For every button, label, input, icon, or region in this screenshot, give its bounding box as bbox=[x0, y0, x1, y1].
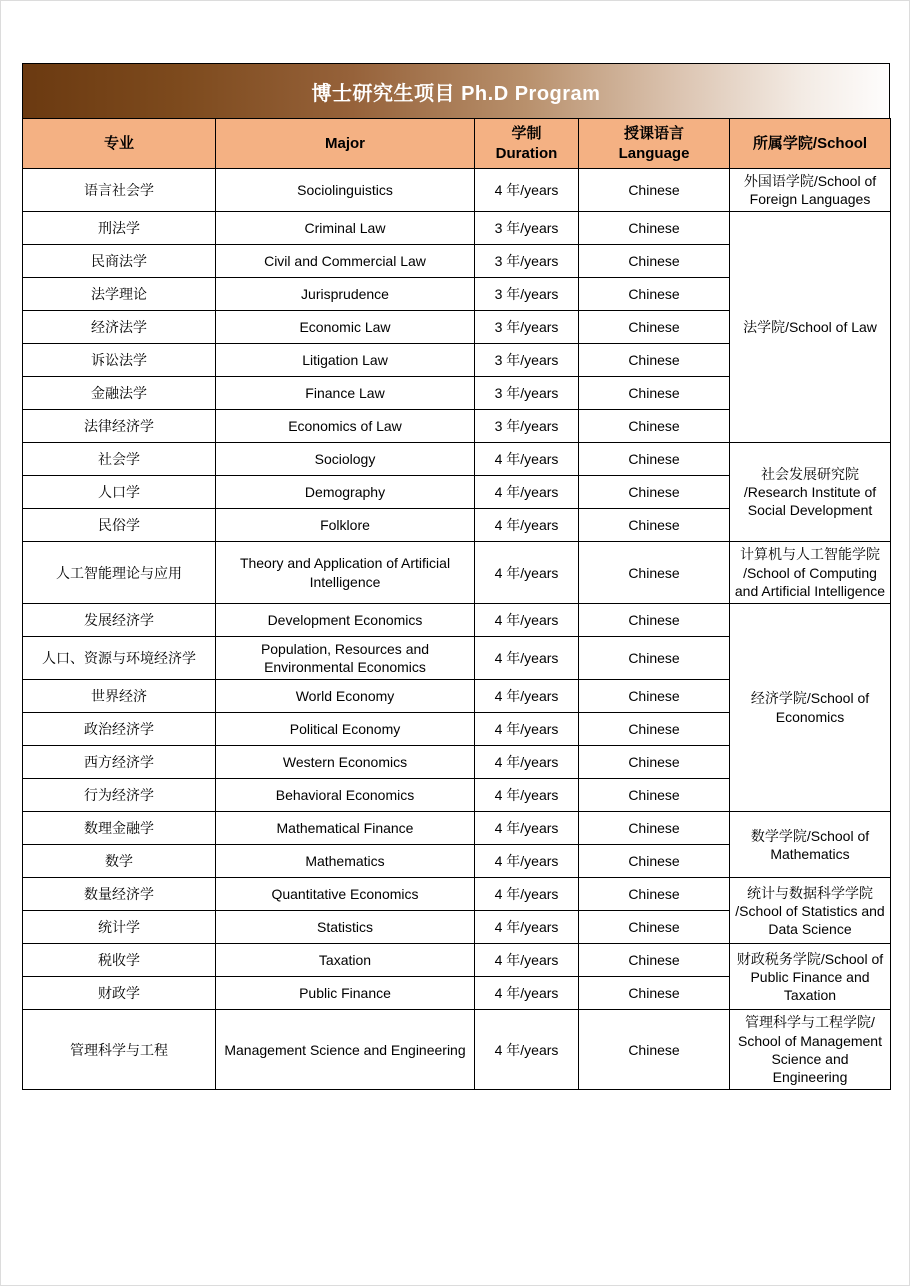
duration-cell: 4 年/years bbox=[475, 476, 579, 509]
language-cell: Chinese bbox=[579, 878, 730, 911]
major-en-cell: Behavioral Economics bbox=[216, 779, 475, 812]
major-zh-cell: 统计学 bbox=[23, 911, 216, 944]
major-zh-cell: 语言社会学 bbox=[23, 169, 216, 212]
major-zh-cell: 金融法学 bbox=[23, 377, 216, 410]
header-label: 所属学院/School bbox=[752, 134, 868, 152]
duration-cell: 3 年/years bbox=[475, 377, 579, 410]
school-cell: 计算机与人工智能学院 /School of Computing and Artificial Intelligence bbox=[730, 542, 891, 604]
duration-cell: 4 年/years bbox=[475, 443, 579, 476]
language-cell: Chinese bbox=[579, 542, 730, 604]
school-cell: 法学院/School of Law bbox=[730, 212, 891, 443]
language-cell: Chinese bbox=[579, 476, 730, 509]
major-en-cell: Taxation bbox=[216, 944, 475, 977]
language-cell: Chinese bbox=[579, 713, 730, 746]
major-en-cell: Finance Law bbox=[216, 377, 475, 410]
language-cell: Chinese bbox=[579, 680, 730, 713]
major-en-cell: Litigation Law bbox=[216, 344, 475, 377]
school-cell: 统计与数据科学学院 /School of Statistics and Data Science bbox=[730, 878, 891, 944]
major-en-cell: Western Economics bbox=[216, 746, 475, 779]
duration-cell: 3 年/years bbox=[475, 410, 579, 443]
duration-cell: 3 年/years bbox=[475, 212, 579, 245]
language-cell: Chinese bbox=[579, 410, 730, 443]
major-en-cell: Management Science and Engineering bbox=[216, 1010, 475, 1090]
duration-cell: 4 年/years bbox=[475, 878, 579, 911]
language-cell: Chinese bbox=[579, 509, 730, 542]
duration-cell: 3 年/years bbox=[475, 278, 579, 311]
table-row bbox=[23, 1010, 891, 1090]
school-cell: 经济学院/School of Economics bbox=[730, 603, 891, 811]
language-cell: Chinese bbox=[579, 1010, 730, 1090]
header-label: 授课语言 bbox=[623, 125, 684, 142]
major-zh-cell: 法律经济学 bbox=[23, 410, 216, 443]
language-cell: Chinese bbox=[579, 977, 730, 1010]
duration-cell: 3 年/years bbox=[475, 245, 579, 278]
major-zh-cell: 财政学 bbox=[23, 977, 216, 1010]
header-label-line2: Language bbox=[618, 144, 690, 162]
language-cell: Chinese bbox=[579, 636, 730, 679]
major-zh-cell: 民商法学 bbox=[23, 245, 216, 278]
language-cell: Chinese bbox=[579, 169, 730, 212]
language-cell: Chinese bbox=[579, 944, 730, 977]
major-en-cell: Economic Law bbox=[216, 311, 475, 344]
header-language bbox=[579, 119, 730, 169]
table-row bbox=[23, 443, 891, 476]
school-cell: 社会发展研究院 /Research Institute of Social Development bbox=[730, 443, 891, 542]
table-row bbox=[23, 212, 891, 245]
duration-cell: 4 年/years bbox=[475, 713, 579, 746]
language-cell: Chinese bbox=[579, 443, 730, 476]
major-zh-cell: 法学理论 bbox=[23, 278, 216, 311]
major-zh-cell: 人口学 bbox=[23, 476, 216, 509]
major-en-cell: Political Economy bbox=[216, 713, 475, 746]
duration-cell: 4 年/years bbox=[475, 746, 579, 779]
duration-cell: 4 年/years bbox=[475, 944, 579, 977]
duration-cell: 4 年/years bbox=[475, 680, 579, 713]
school-cell: 管理科学与工程学院/ School of Management Science and Engineering bbox=[730, 1010, 891, 1090]
major-en-cell: Population, Resources and Environmental Economics bbox=[216, 636, 475, 679]
language-cell: Chinese bbox=[579, 911, 730, 944]
major-en-cell: World Economy bbox=[216, 680, 475, 713]
major-zh-cell: 诉讼法学 bbox=[23, 344, 216, 377]
major-zh-cell: 人工智能理论与应用 bbox=[23, 542, 216, 604]
duration-cell: 4 年/years bbox=[475, 812, 579, 845]
header-major-en bbox=[216, 119, 475, 169]
major-zh-cell: 数学 bbox=[23, 845, 216, 878]
duration-cell: 4 年/years bbox=[475, 977, 579, 1010]
school-cell: 财政税务学院/School of Public Finance and Taxation bbox=[730, 944, 891, 1010]
header-major-zh bbox=[23, 119, 216, 169]
major-zh-cell: 世界经济 bbox=[23, 680, 216, 713]
major-en-cell: Development Economics bbox=[216, 603, 475, 636]
header-duration bbox=[475, 119, 579, 169]
table-row bbox=[23, 878, 891, 911]
language-cell: Chinese bbox=[579, 845, 730, 878]
major-zh-cell: 社会学 bbox=[23, 443, 216, 476]
major-zh-cell: 民俗学 bbox=[23, 509, 216, 542]
major-en-cell: Public Finance bbox=[216, 977, 475, 1010]
major-en-cell: Sociolinguistics bbox=[216, 169, 475, 212]
major-en-cell: Economics of Law bbox=[216, 410, 475, 443]
major-en-cell: Theory and Application of Artificial Intelligence bbox=[216, 542, 475, 604]
header-school bbox=[730, 119, 891, 169]
major-en-cell: Folklore bbox=[216, 509, 475, 542]
duration-cell: 4 年/years bbox=[475, 779, 579, 812]
major-zh-cell: 数理金融学 bbox=[23, 812, 216, 845]
duration-cell: 3 年/years bbox=[475, 344, 579, 377]
language-cell: Chinese bbox=[579, 344, 730, 377]
table-row bbox=[23, 169, 891, 212]
language-cell: Chinese bbox=[579, 779, 730, 812]
language-cell: Chinese bbox=[579, 746, 730, 779]
major-en-cell: Quantitative Economics bbox=[216, 878, 475, 911]
major-zh-cell: 西方经济学 bbox=[23, 746, 216, 779]
major-en-cell: Sociology bbox=[216, 443, 475, 476]
language-cell: Chinese bbox=[579, 212, 730, 245]
header-label: Major bbox=[324, 134, 365, 152]
phd-program-table bbox=[22, 63, 890, 1090]
major-en-cell: Criminal Law bbox=[216, 212, 475, 245]
table-row bbox=[23, 603, 891, 636]
language-cell: Chinese bbox=[579, 812, 730, 845]
duration-cell: 4 年/years bbox=[475, 509, 579, 542]
duration-cell: 4 年/years bbox=[475, 845, 579, 878]
language-cell: Chinese bbox=[579, 311, 730, 344]
header-label: 学制 bbox=[511, 125, 542, 142]
major-zh-cell: 政治经济学 bbox=[23, 713, 216, 746]
duration-cell: 3 年/years bbox=[475, 311, 579, 344]
header-row bbox=[23, 119, 891, 169]
major-zh-cell: 人口、资源与环境经济学 bbox=[23, 636, 216, 679]
major-en-cell: Demography bbox=[216, 476, 475, 509]
major-en-cell: Civil and Commercial Law bbox=[216, 245, 475, 278]
duration-cell: 4 年/years bbox=[475, 911, 579, 944]
language-cell: Chinese bbox=[579, 245, 730, 278]
language-cell: Chinese bbox=[579, 278, 730, 311]
program-table bbox=[22, 118, 891, 1090]
duration-cell: 4 年/years bbox=[475, 603, 579, 636]
table-row bbox=[23, 542, 891, 604]
school-cell: 外国语学院/School of Foreign Languages bbox=[730, 169, 891, 212]
duration-cell: 4 年/years bbox=[475, 542, 579, 604]
table-row bbox=[23, 812, 891, 845]
major-en-cell: Jurisprudence bbox=[216, 278, 475, 311]
table-body bbox=[23, 169, 891, 1090]
table-title: 博士研究生项目 Ph.D Program bbox=[311, 82, 601, 105]
header-label-line2: Duration bbox=[495, 144, 558, 162]
major-zh-cell: 经济法学 bbox=[23, 311, 216, 344]
major-zh-cell: 税收学 bbox=[23, 944, 216, 977]
language-cell: Chinese bbox=[579, 603, 730, 636]
major-zh-cell: 行为经济学 bbox=[23, 779, 216, 812]
major-en-cell: Mathematics bbox=[216, 845, 475, 878]
table-title-bar bbox=[22, 63, 890, 118]
major-en-cell: Statistics bbox=[216, 911, 475, 944]
major-zh-cell: 管理科学与工程 bbox=[23, 1010, 216, 1090]
major-zh-cell: 刑法学 bbox=[23, 212, 216, 245]
duration-cell: 4 年/years bbox=[475, 1010, 579, 1090]
duration-cell: 4 年/years bbox=[475, 636, 579, 679]
major-zh-cell: 发展经济学 bbox=[23, 603, 216, 636]
major-zh-cell: 数量经济学 bbox=[23, 878, 216, 911]
duration-cell: 4 年/years bbox=[475, 169, 579, 212]
school-cell: 数学学院/School of Mathematics bbox=[730, 812, 891, 878]
language-cell: Chinese bbox=[579, 377, 730, 410]
header-label: 专业 bbox=[103, 134, 134, 152]
major-en-cell: Mathematical Finance bbox=[216, 812, 475, 845]
table-row bbox=[23, 944, 891, 977]
